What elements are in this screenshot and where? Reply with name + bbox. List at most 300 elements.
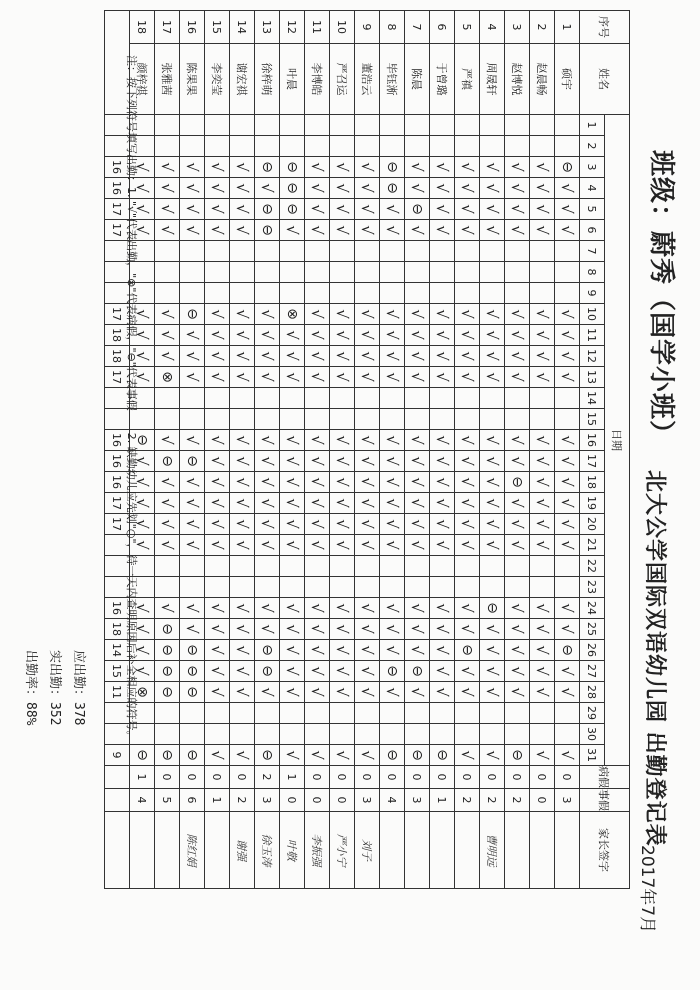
attendance-symbol: ⊖ — [384, 161, 400, 173]
row-number: 13 — [255, 11, 280, 44]
attendance-mark — [530, 619, 555, 640]
attendance-symbol: √ — [383, 435, 401, 445]
attendance-mark — [380, 745, 405, 766]
attendance-mark — [230, 577, 255, 598]
attendance-mark — [480, 136, 505, 157]
attendance-mark — [355, 346, 380, 367]
attendance-mark — [305, 703, 330, 724]
attendance-symbol: √ — [158, 183, 176, 193]
attendance-mark — [230, 451, 255, 472]
attendance-symbol: √ — [133, 645, 151, 655]
attendance-mark — [255, 283, 280, 304]
attendance-mark — [430, 136, 455, 157]
attendance-mark — [430, 724, 455, 745]
attendance-mark — [230, 724, 255, 745]
attendance-mark — [480, 556, 505, 577]
attendance-symbol: ⊖ — [159, 455, 175, 467]
attendance-symbol: √ — [483, 330, 501, 340]
attendance-symbol: √ — [133, 540, 151, 550]
attendance-mark — [305, 325, 330, 346]
attendance-symbol: ⊖ — [184, 686, 200, 698]
attendance-mark — [380, 157, 405, 178]
student-name: 严禛 — [455, 44, 480, 115]
attendance-mark — [255, 409, 280, 430]
attendance-symbol: √ — [258, 456, 276, 466]
attendance-mark — [555, 409, 580, 430]
attendance-mark — [180, 283, 205, 304]
attendance-mark — [355, 535, 380, 556]
attendance-mark — [405, 577, 430, 598]
attendance-symbol: √ — [358, 309, 376, 319]
attendance-mark — [230, 325, 255, 346]
attendance-mark — [330, 640, 355, 661]
attendance-mark — [155, 304, 180, 325]
attendance-symbol: √ — [558, 351, 576, 361]
attendance-mark — [380, 262, 405, 283]
day-header: 28 — [580, 682, 605, 703]
table-row — [205, 11, 230, 889]
attendance-symbol: √ — [533, 477, 551, 487]
attendance-symbol: √ — [383, 351, 401, 361]
attendance-mark — [455, 472, 480, 493]
attendance-mark — [380, 598, 405, 619]
student-name: 陈晨 — [405, 44, 430, 115]
attendance-mark — [505, 283, 530, 304]
attendance-mark — [155, 724, 180, 745]
attendance-mark — [530, 430, 555, 451]
attendance-symbol: √ — [308, 435, 326, 445]
attendance-mark — [180, 724, 205, 745]
attendance-mark — [205, 598, 230, 619]
stat-actual: 实出勤：352 — [47, 650, 62, 726]
attendance-mark — [280, 514, 305, 535]
attendance-mark — [280, 178, 305, 199]
attendance-mark — [530, 535, 555, 556]
attendance-mark — [255, 556, 280, 577]
day-total: 18 — [105, 325, 130, 346]
attendance-symbol: √ — [158, 225, 176, 235]
attendance-mark — [455, 703, 480, 724]
personal-leave-count: 5 — [155, 789, 180, 812]
attendance-mark — [255, 661, 280, 682]
attendance-symbol: √ — [533, 519, 551, 529]
attendance-symbol: √ — [408, 645, 426, 655]
attendance-symbol: √ — [558, 666, 576, 676]
attendance-mark — [430, 577, 455, 598]
attendance-mark — [155, 283, 180, 304]
attendance-symbol: √ — [158, 351, 176, 361]
attendance-mark — [330, 745, 355, 766]
attendance-symbol: √ — [408, 309, 426, 319]
attendance-mark — [355, 556, 380, 577]
attendance-symbol: √ — [283, 519, 301, 529]
attendance-symbol: ⊖ — [559, 161, 575, 173]
attendance-mark — [355, 220, 380, 241]
attendance-symbol: √ — [508, 162, 526, 172]
attendance-symbol: √ — [183, 498, 201, 508]
attendance-symbol: √ — [183, 477, 201, 487]
attendance-mark — [280, 535, 305, 556]
attendance-table — [104, 10, 630, 889]
attendance-mark — [355, 262, 380, 283]
stat-expected: 应出勤：378 — [71, 650, 86, 726]
attendance-mark — [530, 556, 555, 577]
attendance-mark — [430, 535, 455, 556]
attendance-symbol: ⊖ — [134, 749, 150, 761]
attendance-mark — [430, 388, 455, 409]
attendance-mark — [255, 157, 280, 178]
attendance-mark — [555, 157, 580, 178]
row-number: 12 — [280, 11, 305, 44]
attendance-mark — [555, 493, 580, 514]
attendance-mark — [180, 388, 205, 409]
attendance-mark — [280, 157, 305, 178]
parent-signature — [405, 812, 430, 889]
attendance-symbol: √ — [333, 645, 351, 655]
attendance-symbol: √ — [408, 624, 426, 634]
attendance-mark — [430, 556, 455, 577]
attendance-mark — [255, 472, 280, 493]
attendance-mark — [205, 724, 230, 745]
attendance-symbol: √ — [433, 204, 451, 214]
col-header-personal: 事假 — [580, 789, 630, 812]
attendance-symbol: √ — [308, 330, 326, 340]
parent-signature: 曹明远 — [480, 812, 505, 889]
attendance-symbol: √ — [283, 645, 301, 655]
attendance-mark — [205, 325, 230, 346]
attendance-mark — [530, 115, 555, 136]
attendance-symbol: √ — [483, 540, 501, 550]
attendance-mark — [255, 598, 280, 619]
attendance-mark — [205, 472, 230, 493]
attendance-symbol: √ — [133, 204, 151, 214]
attendance-mark — [180, 514, 205, 535]
attendance-symbol: √ — [333, 603, 351, 613]
attendance-mark — [380, 451, 405, 472]
day-total: 16 — [105, 451, 130, 472]
attendance-mark — [255, 178, 280, 199]
day-total: 16 — [105, 430, 130, 451]
attendance-mark — [430, 178, 455, 199]
attendance-symbol: √ — [233, 351, 251, 361]
attendance-symbol: √ — [533, 435, 551, 445]
attendance-mark — [455, 409, 480, 430]
table-row — [380, 11, 405, 889]
attendance-symbol: ⊖ — [184, 749, 200, 761]
row-number: 3 — [505, 11, 530, 44]
table-row — [255, 11, 280, 889]
attendance-symbol: √ — [533, 162, 551, 172]
attendance-symbol: √ — [358, 477, 376, 487]
attendance-symbol: √ — [258, 477, 276, 487]
attendance-symbol: √ — [208, 351, 226, 361]
attendance-mark — [280, 115, 305, 136]
attendance-symbol: √ — [458, 498, 476, 508]
attendance-mark — [230, 598, 255, 619]
table-row — [430, 11, 455, 889]
attendance-symbol: √ — [133, 309, 151, 319]
attendance-symbol: √ — [308, 351, 326, 361]
attendance-symbol: √ — [333, 435, 351, 445]
student-name: 陈果果 — [180, 44, 205, 115]
attendance-mark — [555, 472, 580, 493]
attendance-mark — [280, 619, 305, 640]
day-header: 31 — [580, 745, 605, 766]
parent-signature — [205, 812, 230, 889]
table-row — [455, 11, 480, 889]
attendance-mark — [230, 220, 255, 241]
attendance-mark — [455, 640, 480, 661]
attendance-symbol: √ — [233, 456, 251, 466]
attendance-symbol: √ — [458, 309, 476, 319]
attendance-symbol: √ — [208, 309, 226, 319]
attendance-mark — [205, 745, 230, 766]
attendance-symbol: √ — [558, 477, 576, 487]
attendance-mark — [455, 199, 480, 220]
sick-leave-count: 0 — [480, 766, 505, 789]
attendance-mark — [280, 220, 305, 241]
attendance-mark — [455, 136, 480, 157]
attendance-symbol: √ — [483, 456, 501, 466]
attendance-mark — [180, 325, 205, 346]
attendance-mark — [555, 556, 580, 577]
row-number: 4 — [480, 11, 505, 44]
attendance-mark — [380, 199, 405, 220]
attendance-mark — [205, 262, 230, 283]
attendance-mark — [430, 430, 455, 451]
attendance-symbol: √ — [208, 162, 226, 172]
attendance-mark — [155, 514, 180, 535]
attendance-symbol: √ — [358, 162, 376, 172]
attendance-mark — [230, 283, 255, 304]
attendance-mark — [480, 703, 505, 724]
personal-leave-count: 3 — [255, 789, 280, 812]
attendance-mark — [480, 661, 505, 682]
attendance-symbol: √ — [283, 225, 301, 235]
attendance-symbol: √ — [308, 477, 326, 487]
attendance-mark — [555, 577, 580, 598]
attendance-mark — [480, 577, 505, 598]
attendance-mark — [405, 157, 430, 178]
attendance-symbol: √ — [483, 225, 501, 235]
attendance-symbol: √ — [408, 225, 426, 235]
attendance-symbol: √ — [483, 435, 501, 445]
attendance-symbol: √ — [358, 519, 376, 529]
personal-leave-count: 0 — [305, 789, 330, 812]
attendance-symbol: √ — [408, 498, 426, 508]
attendance-mark — [380, 514, 405, 535]
attendance-mark — [430, 346, 455, 367]
attendance-symbol: √ — [333, 540, 351, 550]
row-number: 18 — [130, 11, 155, 44]
attendance-mark — [405, 136, 430, 157]
attendance-symbol: √ — [408, 162, 426, 172]
attendance-mark — [380, 682, 405, 703]
attendance-mark — [430, 682, 455, 703]
attendance-mark — [505, 115, 530, 136]
attendance-mark — [380, 430, 405, 451]
attendance-symbol: √ — [308, 309, 326, 319]
attendance-symbol: √ — [508, 519, 526, 529]
attendance-mark — [155, 661, 180, 682]
attendance-mark — [230, 241, 255, 262]
attendance-symbol: ⊖ — [434, 749, 450, 761]
table-row — [230, 11, 255, 889]
attendance-symbol: √ — [383, 519, 401, 529]
page-title: 北大公学国际双语幼儿园 出勤登记表 — [642, 470, 667, 847]
attendance-symbol: √ — [183, 435, 201, 445]
attendance-mark — [505, 157, 530, 178]
attendance-mark — [480, 262, 505, 283]
attendance-mark — [205, 220, 230, 241]
sick-leave-count: 0 — [305, 766, 330, 789]
attendance-mark — [305, 619, 330, 640]
attendance-mark — [405, 178, 430, 199]
attendance-mark — [280, 199, 305, 220]
attendance-symbol: √ — [383, 645, 401, 655]
attendance-mark — [530, 577, 555, 598]
attendance-mark — [355, 724, 380, 745]
totals-blank — [105, 766, 130, 789]
attendance-mark — [480, 619, 505, 640]
attendance-mark — [480, 346, 505, 367]
attendance-mark — [480, 451, 505, 472]
attendance-mark — [280, 640, 305, 661]
attendance-mark — [305, 178, 330, 199]
attendance-mark — [230, 136, 255, 157]
attendance-mark — [480, 115, 505, 136]
attendance-mark — [530, 346, 555, 367]
attendance-symbol: √ — [458, 519, 476, 529]
attendance-symbol: √ — [433, 498, 451, 508]
attendance-symbol: √ — [283, 603, 301, 613]
attendance-mark — [480, 472, 505, 493]
attendance-symbol: √ — [483, 372, 501, 382]
attendance-symbol: √ — [233, 225, 251, 235]
attendance-mark — [380, 556, 405, 577]
attendance-mark — [380, 703, 405, 724]
attendance-symbol: √ — [208, 603, 226, 613]
attendance-mark — [280, 703, 305, 724]
table-row — [305, 11, 330, 889]
attendance-symbol: √ — [383, 309, 401, 319]
sick-leave-count: 0 — [530, 766, 555, 789]
attendance-symbol: √ — [383, 498, 401, 508]
attendance-mark — [355, 157, 380, 178]
attendance-symbol: √ — [458, 183, 476, 193]
attendance-symbol: √ — [283, 687, 301, 697]
attendance-mark — [280, 367, 305, 388]
attendance-mark — [330, 220, 355, 241]
attendance-mark — [180, 661, 205, 682]
parent-signature: 李振强 — [305, 812, 330, 889]
attendance-symbol: √ — [558, 372, 576, 382]
attendance-mark — [530, 724, 555, 745]
attendance-mark — [255, 367, 280, 388]
attendance-mark — [505, 703, 530, 724]
attendance-symbol: √ — [483, 519, 501, 529]
col-header-sick: 病假 — [580, 766, 630, 789]
attendance-mark — [155, 241, 180, 262]
attendance-symbol: √ — [233, 162, 251, 172]
day-total: 16 — [105, 178, 130, 199]
attendance-mark — [380, 178, 405, 199]
attendance-mark — [380, 661, 405, 682]
student-name: 严召运 — [330, 44, 355, 115]
attendance-symbol: √ — [358, 645, 376, 655]
attendance-symbol: √ — [458, 687, 476, 697]
attendance-mark — [280, 346, 305, 367]
attendance-mark — [380, 535, 405, 556]
attendance-mark — [455, 346, 480, 367]
attendance-mark — [230, 682, 255, 703]
day-total: 15 — [105, 661, 130, 682]
attendance-mark — [505, 325, 530, 346]
attendance-symbol: √ — [408, 519, 426, 529]
attendance-mark — [155, 367, 180, 388]
stats-block — [18, 650, 90, 725]
attendance-mark — [280, 577, 305, 598]
attendance-mark — [255, 682, 280, 703]
parent-signature — [155, 812, 180, 889]
attendance-mark — [255, 430, 280, 451]
attendance-symbol: √ — [358, 435, 376, 445]
sick-leave-count: 0 — [555, 766, 580, 789]
attendance-mark — [405, 367, 430, 388]
attendance-mark — [480, 598, 505, 619]
attendance-mark — [305, 682, 330, 703]
attendance-mark — [405, 220, 430, 241]
day-header: 2 — [580, 136, 605, 157]
attendance-mark — [530, 514, 555, 535]
attendance-symbol: ⊖ — [259, 749, 275, 761]
attendance-symbol: √ — [558, 435, 576, 445]
attendance-mark — [330, 115, 355, 136]
attendance-symbol: √ — [333, 204, 351, 214]
attendance-symbol: √ — [358, 204, 376, 214]
attendance-mark — [530, 682, 555, 703]
attendance-mark — [505, 430, 530, 451]
attendance-mark — [455, 556, 480, 577]
attendance-mark — [305, 514, 330, 535]
attendance-mark — [530, 241, 555, 262]
day-total: 18 — [105, 346, 130, 367]
table-row — [530, 11, 555, 889]
personal-leave-count: 2 — [480, 789, 505, 812]
attendance-symbol: √ — [333, 624, 351, 634]
attendance-mark — [430, 262, 455, 283]
attendance-mark — [230, 367, 255, 388]
attendance-mark — [280, 430, 305, 451]
attendance-mark — [430, 703, 455, 724]
attendance-symbol: √ — [233, 372, 251, 382]
personal-leave-count: 0 — [330, 789, 355, 812]
attendance-mark — [305, 451, 330, 472]
attendance-mark — [405, 598, 430, 619]
attendance-mark — [505, 346, 530, 367]
attendance-symbol: √ — [408, 351, 426, 361]
attendance-mark — [155, 556, 180, 577]
attendance-mark — [230, 178, 255, 199]
attendance-mark — [255, 136, 280, 157]
attendance-symbol: ⊗ — [134, 686, 150, 698]
attendance-symbol: √ — [383, 330, 401, 340]
table-row — [155, 11, 180, 889]
attendance-mark — [205, 283, 230, 304]
day-total: 17 — [105, 304, 130, 325]
attendance-mark — [555, 430, 580, 451]
attendance-symbol: √ — [358, 540, 376, 550]
